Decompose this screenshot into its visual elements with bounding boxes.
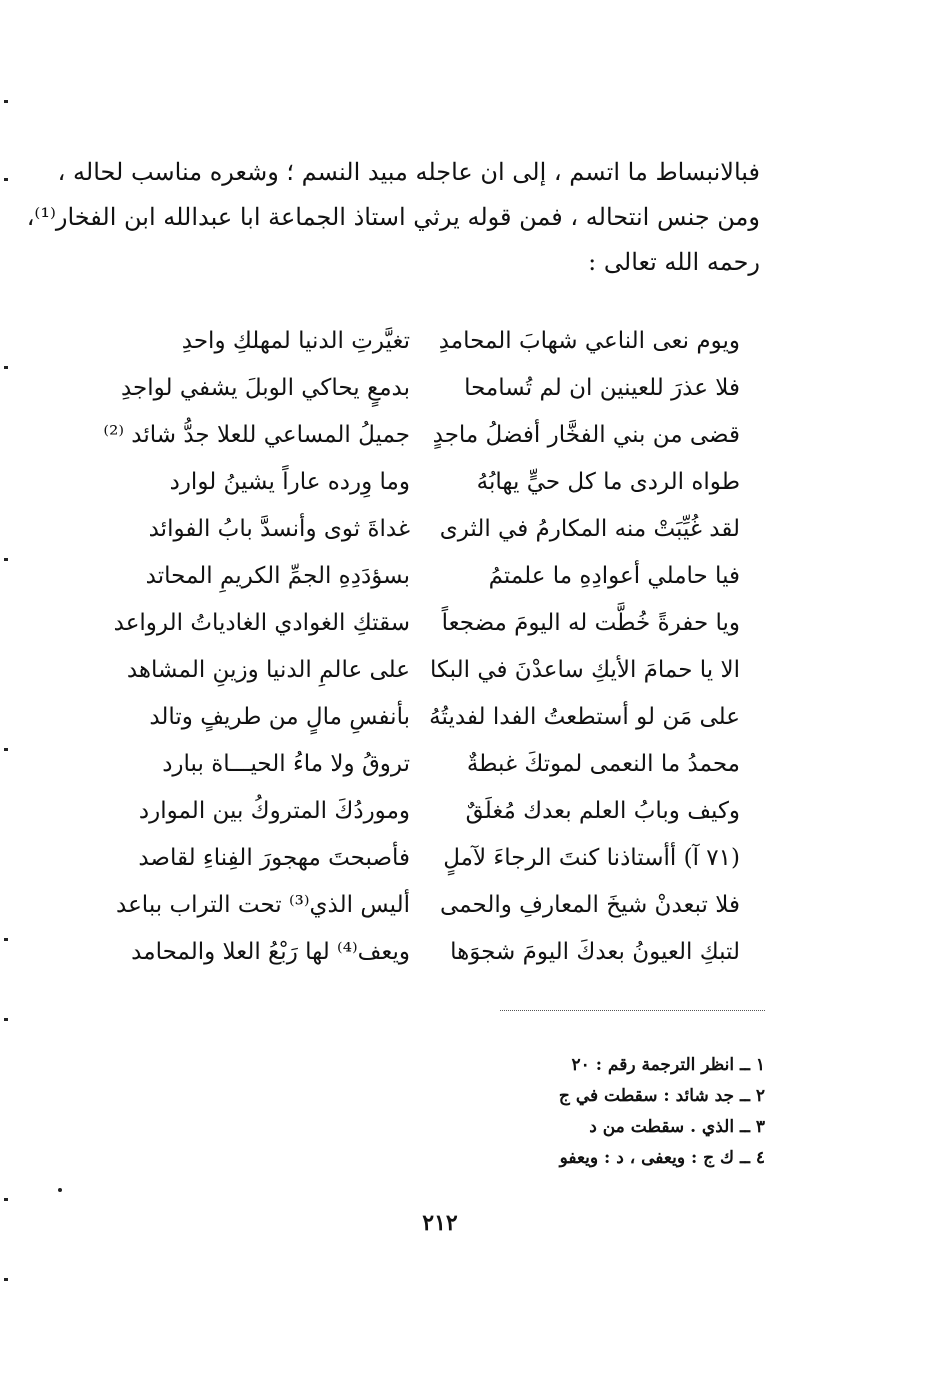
scan-mark — [4, 1278, 8, 1281]
verse — [90, 882, 740, 929]
verse-second-hemistich: ويعف⁽⁴⁾ لها رَبْعُ العلا والمحامد — [131, 939, 410, 965]
prose-line: ومن جنس انتحاله ، فمن قوله يرثي استاذ الجماعة ابا عبدالله ابن الفخار⁽¹⁾، — [26, 203, 760, 231]
elegy-poem — [90, 318, 740, 976]
verse — [90, 365, 740, 412]
footnote: ١ ــ انظر الترجمة رقم : ٢٠ — [571, 1055, 765, 1075]
verse — [90, 741, 740, 788]
verse-first-hemistich: لقد غُيِّبَتْ منه المكارمُ في الثرى — [439, 516, 740, 542]
verse — [90, 835, 740, 882]
verse-first-hemistich: محمدُ ما النعمى لموتكَ غبطةٌ — [466, 751, 740, 777]
scan-mark — [4, 558, 8, 561]
footnote: ٤ ــ ك ج : ويعفى ، د : ويعفو — [559, 1148, 765, 1168]
scan-mark — [4, 178, 8, 181]
verse-first-hemistich: (٧١ آ) أأستاذنا كنتَ الرجاءَ لآملٍ — [443, 845, 740, 871]
verse-first-hemistich: فلا عذرَ للعينين ان لم تُسامحا — [464, 375, 740, 401]
verse-second-hemistich: تروقُ ولا ماءُ الحيـــاة ببارد — [162, 751, 410, 777]
verse-second-hemistich: سقتكِ الغوادي الغادياتُ الرواعد — [113, 610, 410, 636]
verse-second-hemistich: وما وِرده عاراً يشينُ لوارد — [169, 469, 410, 495]
verse-first-hemistich: الا يا حمامَ الأيكِ ساعدْنَ في البكا — [429, 657, 740, 683]
scan-mark — [4, 366, 8, 369]
verse — [90, 600, 740, 647]
page-number: ٢١٢ — [422, 1210, 458, 1236]
prose-line: فبالانبساط ما اتسم ، إلى ان عاجله مبيد النسم ؛ وشعره مناسب لحاله ، — [57, 158, 760, 186]
footnote: ٢ ــ جد شائد : سقطت في ج — [558, 1086, 765, 1106]
footnote-separator — [500, 1010, 765, 1011]
verse-first-hemistich: ويا حفرةً خُطَّت له اليومَ مضجعاً — [441, 610, 740, 636]
verse-second-hemistich: بأنفسِ مالٍ من طريفٍ وتالد — [149, 704, 410, 730]
verse-first-hemistich: فيا حاملي أعوادِهِ ما علمتمُ — [488, 563, 740, 589]
verse-second-hemistich: أليس الذي⁽³⁾ تحت التراب بباعد — [116, 892, 410, 918]
verse — [90, 506, 740, 553]
verse-second-hemistich: بدمعٍ يحاكي الوبلَ يشفي لواجدِ — [120, 375, 410, 401]
verse-second-hemistich: على عالمِ الدنيا وزينِ المشاهد — [126, 657, 410, 683]
verse — [90, 318, 740, 365]
footnotes — [420, 1050, 765, 1174]
verse-first-hemistich: على مَن لو أستطعتُ الفدا لفديتُهُ — [429, 704, 740, 730]
verse-first-hemistich: طواه الردى ما كل حيٍّ يهابُهُ — [476, 469, 740, 495]
verse-second-hemistich: تغيَّرتِ الدنيا لمهلكِ واحدِ — [181, 328, 410, 354]
scan-mark — [4, 1198, 8, 1201]
verse-second-hemistich: غداةَ ثوى وأنسدَّ بابُ الفوائد — [148, 516, 410, 542]
verse-first-hemistich: وكيف وبابُ العلم بعدك مُغلَقٌ — [465, 798, 740, 824]
verse-first-hemistich: ويوم نعى الناعي شهابَ المحامدِ — [438, 328, 740, 354]
verse-second-hemistich: بسؤدَدِهِ الجمِّ الكريمِ المحاتد — [145, 563, 410, 589]
verse — [90, 647, 740, 694]
verse-first-hemistich: فلا تبعدنْ شيخَ المعارفِ والحمى — [440, 892, 740, 918]
verse-first-hemistich: لتبكِ العيونُ بعدكَ اليومَ شجوَها — [450, 939, 740, 965]
verse — [90, 929, 740, 976]
verse-second-hemistich: وموردُكَ المتروكُ بين الموارد — [138, 798, 410, 824]
scan-mark — [58, 1188, 62, 1192]
prose-line: رحمه الله تعالى : — [588, 248, 760, 276]
verse — [90, 788, 740, 835]
footnote: ٣ ــ الذي . سقطت من د — [589, 1117, 765, 1137]
verse — [90, 459, 740, 506]
verse-first-hemistich: قضى من بني الفخَّار أفضلُ ماجدٍ — [432, 422, 740, 448]
verse — [90, 694, 740, 741]
scan-mark — [4, 1018, 8, 1021]
scan-mark — [4, 748, 8, 751]
scan-mark — [4, 100, 8, 103]
scan-mark — [4, 938, 8, 941]
verse-second-hemistich: جميلُ المساعي للعلا جدُّ شائد ⁽²⁾ — [103, 422, 410, 448]
verse — [90, 553, 740, 600]
intro-paragraph — [26, 150, 760, 285]
verse — [90, 412, 740, 459]
verse-second-hemistich: فأصبحتَ مهجورَ الفِناءِ لقاصد — [138, 845, 410, 871]
